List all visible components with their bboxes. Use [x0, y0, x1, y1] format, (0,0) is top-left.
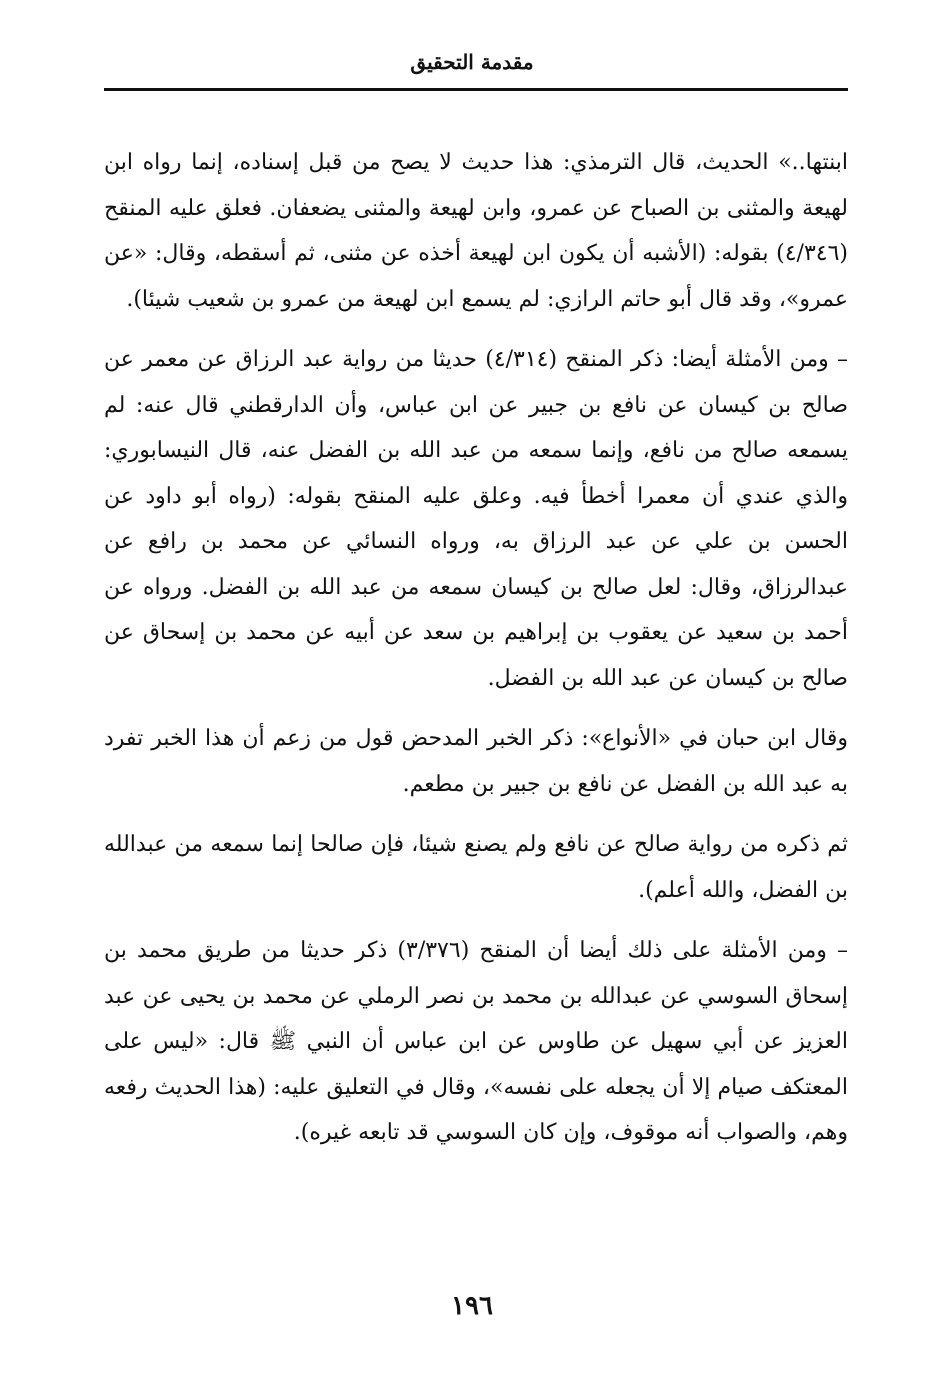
page-number: ١٩٦ [451, 1291, 493, 1321]
running-header: مقدمة التحقيق [410, 50, 534, 74]
paragraph-4: ثم ذكره من رواية صالح عن نافع ولم يصنع شيئا، فإن صالحا إنما سمعه من عبدالله بن الفضل، والله أعلم). [104, 832, 848, 903]
paragraph-1: ابنتها..» الحديث، قال الترمذي: هذا حديث لا يصح من قبل إسناده، إنما رواه ابن لهيعة والمثنى بن الصباح عن عمرو، وابن لهيعة والمثنى يضعفان. فعلق عليه المنقح (٤/٣٤٦) بقوله: (الأشبه أن يكون ابن لهيعة أخذه عن مثنى، ثم أسقطه، وقال: «عن عمرو»، وقد قال أبو حاتم الرازي: لم يسمع ابن لهيعة من عمرو بن شعيب شيئا). [104, 150, 848, 312]
paragraph-3: وقال ابن حبان في «الأنواع»: ذكر الخبر المدحض قول من زعم أن هذا الخبر تفرد به عبد الله بن الفضل عن نافع بن جبير بن مطعم. [104, 726, 848, 797]
header-rule [104, 88, 848, 91]
paragraph-2: – ومن الأمثلة أيضا: ذكر المنقح (٤/٣١٤) حديثا من رواية عبد الرزاق عن معمر عن صالح بن كيسان عن نافع بن جبير عن ابن عباس، وأن الدارقطني قال عنه: لم يسمعه صالح من نافع، وإنما سمعه من عبد الله بن الفضل عنه، قال النيسابوري: والذي عندي أن معمرا أخطأ فيه. وعلق عليه المنقح بقوله: (رواه أبو داود عن الحسن بن علي عن عبد الرزاق به، ورواه النسائي عن محمد بن رافع عن عبدالرزاق، وقال: لعل صالح بن كيسان سمعه من عبد الله بن الفضل. ورواه عن أحمد بن سعيد عن يعقوب بن إبراهيم بن سعد عن أبيه عن محمد بن إسحاق عن صالح بن كيسان عن عبد الله بن الفضل. [104, 347, 849, 691]
page-body [104, 140, 848, 1171]
paragraph-5: – ومن الأمثلة على ذلك أيضا أن المنقح (٣/٣٧٦) ذكر حديثا من طريق محمد بن إسحاق السوسي عن عبدالله بن محمد بن نصر الرملي عن محمد بن يحيى عن عبد العزيز عن أبي سهيل عن طاوس عن ابن عباس أن النبي ﷺ قال: «ليس على المعتكف صيام إلا أن يجعله على نفسه»، وقال في التعليق عليه: (هذا الحديث رفعه وهم، والصواب أنه موقوف، وإن كان السوسي قد تابعه غيره). [104, 938, 848, 1145]
